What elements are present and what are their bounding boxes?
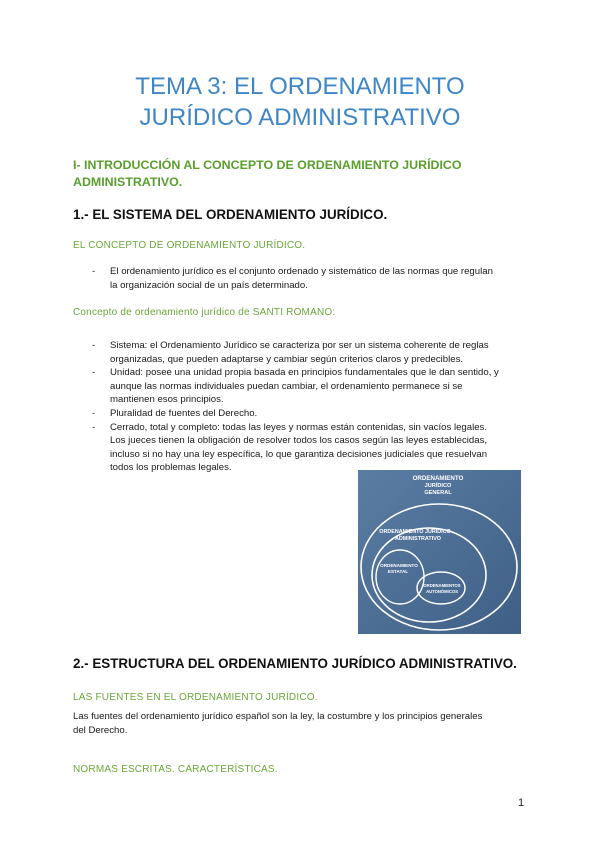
list-item-line: Sistema: el Ordenamiento Jurídico se caracteriza por ser un sistema coherente de reglas: [110, 340, 489, 351]
romano-label: Concepto de ordenamiento jurídico de SANTI ROMANO:: [73, 307, 336, 318]
list-dash: -: [92, 340, 96, 351]
concept-label: EL CONCEPTO DE ORDENAMIENTO JURÍDICO.: [73, 240, 306, 251]
section-heading-line2: ADMINISTRATIVO.: [73, 175, 183, 189]
page-number: 1: [518, 797, 525, 809]
list-item-line: Pluralidad de fuentes del Derecho.: [110, 407, 258, 419]
subsection-heading-estructura: 2.- ESTRUCTURA DEL ORDENAMIENTO JURÍDICO ADMINISTRATIVO.: [73, 656, 517, 671]
list-dash: -: [92, 367, 96, 379]
diagram-inner-right-label-line2: AUTONÓMICOS: [426, 589, 458, 594]
paragraph-line: Las fuentes del ordenamiento jurídico español son la ley, la costumbre y los principios generales: [73, 711, 483, 722]
romano-list: [92, 339, 537, 475]
sources-label: LAS FUENTES EN EL ORDENAMIENTO JURÍDICO.: [73, 692, 318, 703]
list-item-line: Cerrado, total y completo: todas las leyes y normas están contenidas, sin vacíos legales.: [110, 421, 488, 433]
list-item-line: todos los problemas legales.: [110, 462, 232, 474]
list-item-line: Unidad: posee una unidad propia basada en principios fundamentales que le dan sentido, y: [110, 367, 499, 379]
list-dash: -: [92, 266, 96, 277]
list-dash: -: [92, 407, 96, 419]
list-item: [92, 265, 537, 292]
concept-list: [92, 265, 537, 292]
list-item-line: Los jueces tienen la obligación de resolver todos los casos según las leyes establecidas,: [110, 435, 488, 447]
list-item-line: la organización social de un país determinado.: [110, 279, 308, 291]
list-item-line: El ordenamiento jurídico es el conjunto ordenado y sistemático de las normas que regulan: [110, 266, 493, 277]
page-title-line1: TEMA 3: EL ORDENAMIENTO: [135, 73, 465, 100]
sources-paragraph: [73, 710, 533, 737]
diagram-mid-label-line1: ORDENAMIENTO JURÍDICO: [379, 529, 451, 535]
diagram-outer-label-line1: ORDENAMIENTO: [412, 475, 464, 482]
diagram-inner-left-label-line2: ESTATAL: [387, 569, 409, 574]
diagram-mid-label-line2: ADMINISTRATIVO: [394, 536, 442, 542]
section-heading-introduccion: [73, 157, 543, 191]
page-title: [60, 71, 540, 133]
list-item: [92, 339, 537, 366]
paragraph-line: del Derecho.: [73, 724, 128, 736]
diagram-inner-right-label-line1: ORDENAMIENTOS: [423, 583, 461, 588]
section-heading-line1: I- INTRODUCCIÓN AL CONCEPTO DE ORDENAMIENTO JURÍDICO: [73, 158, 462, 172]
list-item: [92, 366, 537, 407]
list-item-line: aunque las normas individuales puedan cambiar, el ordenamiento permanece si se: [110, 380, 463, 392]
page-title-line2: JURÍDICO ADMINISTRATIVO: [139, 104, 461, 131]
subsection-heading-sistema: 1.- EL SISTEMA DEL ORDENAMIENTO JURÍDICO.: [73, 207, 388, 222]
written-norms-label: NORMAS ESCRITAS. CARACTERÍSTICAS.: [73, 764, 278, 775]
diagram-outer-label-line3: GENERAL: [424, 490, 452, 496]
list-item-line: organizadas, que pueden adaptarse y cambiar según criterios claros y predecibles.: [110, 353, 464, 365]
list-item: [92, 407, 537, 421]
ordenamiento-diagram: [358, 470, 521, 634]
list-item: [92, 421, 537, 475]
diagram-inner-left-label-line1: ORDENAMIENTO: [380, 563, 418, 568]
list-item-line: mantienen esos principios.: [110, 394, 224, 406]
list-dash: -: [92, 421, 96, 433]
list-item-line: incluso si no hay una ley específica, lo que garantiza decisiones judiciales que resuelvan: [110, 448, 488, 460]
diagram-outer-label-line2: JURÍDICO: [424, 483, 452, 489]
